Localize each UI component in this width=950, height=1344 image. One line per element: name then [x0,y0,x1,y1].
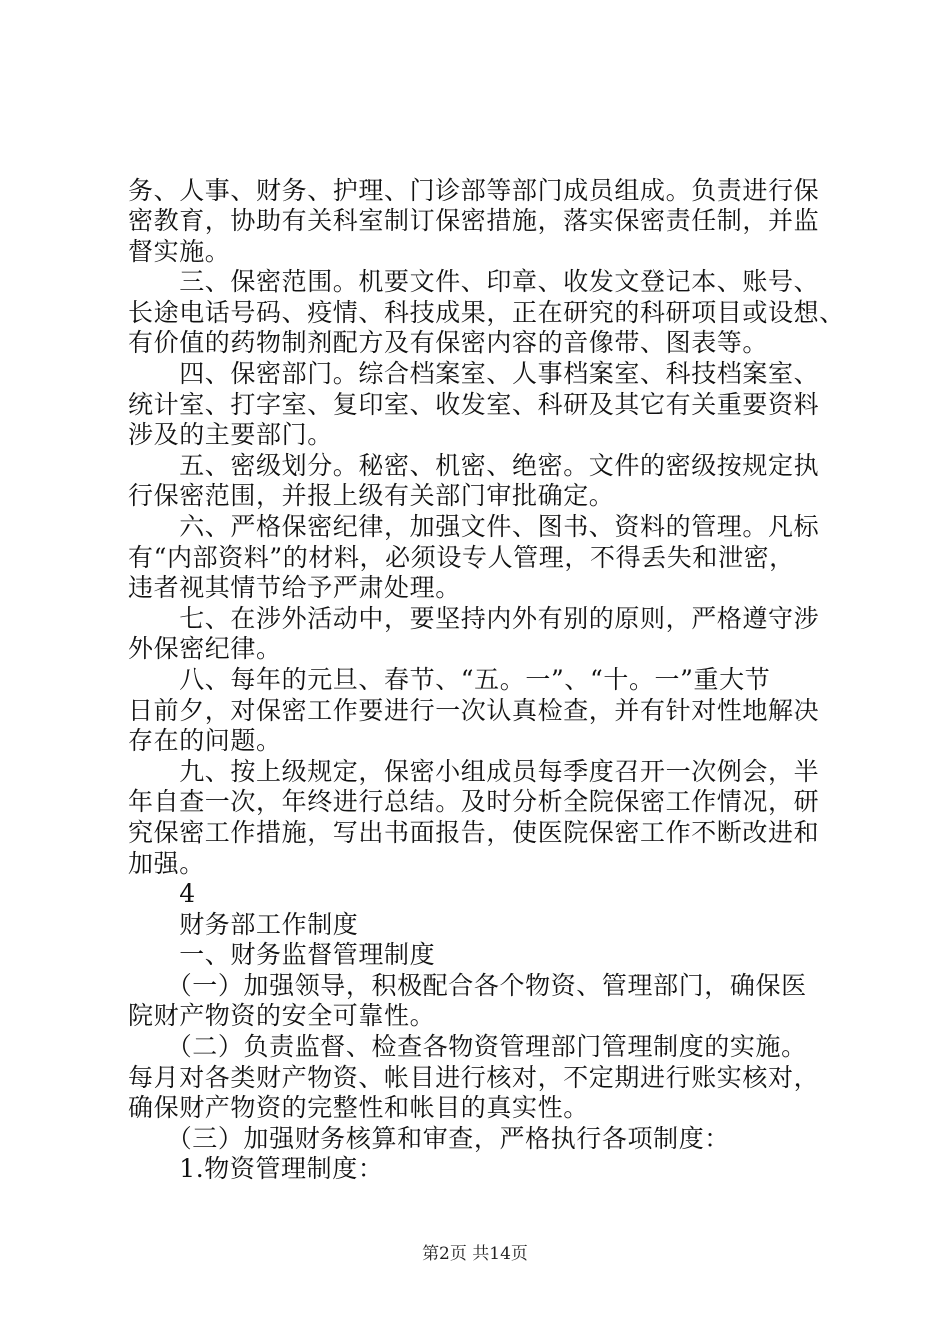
text-line: （二）负责监督、检查各物资管理部门管理制度的实施。 [128,1032,807,1061]
text-line: 六、严格保密纪律，加强文件、图书、资料的管理。凡标 [128,512,820,541]
text-line: 违者视其情节给予严肃处理。 [128,573,461,602]
text-line: 存在的问题。 [128,726,282,755]
text-line: 务、人事、财务、护理、门诊部等部门成员组成。负责进行保 [128,176,820,205]
text-line: 确保财产物资的完整性和帐目的真实性。 [128,1093,589,1122]
subsection-heading: 一、财务监督管理制度 [128,940,436,969]
text-line: 有价值的药物制剂配方及有保密内容的音像带、图表等。 [128,328,769,357]
text-line: 长途电话号码、疫情、科技成果，正在研究的科研项目或设想、 [128,298,845,327]
text-line: 三、保密范围。机要文件、印章、收发文登记本、账号、 [128,267,820,296]
text-line: 密教育，协助有关科室制订保密措施，落实保密责任制，并监 [128,206,820,235]
text-line: 九、按上级规定，保密小组成员每季度召开一次例会，半 [128,757,820,786]
text-line: 督实施。 [128,237,231,266]
text-line: 七、在涉外活动中，要坚持内外有别的原则，严格遵守涉 [128,604,820,633]
text-line: 加强。 [128,849,205,878]
text-line: 统计室、打字室、复印室、收发室、科研及其它有关重要资料 [128,390,820,419]
text-line: 年自查一次，年终进行总结。及时分析全院保密工作情况，研 [128,787,820,816]
text-line: 1.物资管理制度： [128,1154,384,1183]
text-line: 每月对各类财产物资、帐目进行核对，不定期进行账实核对， [128,1063,820,1092]
text-line: 究保密工作措施，写出书面报告，使医院保密工作不断改进和 [128,818,820,847]
text-line: 外保密纪律。 [128,634,282,663]
text-line: 八、每年的元旦、春节、“五。一”、“十。一”重大节 [128,665,771,694]
text-line: 四、保密部门。综合档案室、人事档案室、科技档案室、 [128,359,820,388]
text-line: 五、密级划分。秘密、机密、绝密。文件的密级按规定执 [128,451,820,480]
text-line: 有“内部资料”的材料，必须设专人管理，不得丢失和泄密， [128,543,795,572]
text-line: 日前夕，对保密工作要进行一次认真检查，并有针对性地解决 [128,696,820,725]
text-line: 院财产物资的安全可靠性。 [128,1001,436,1030]
text-line: 行保密范围，并报上级有关部门审批确定。 [128,481,615,510]
text-line: （一）加强领导，积极配合各个物资、管理部门，确保医 [128,971,807,1000]
page-number-footer: 第2页 共14页 [422,1244,528,1264]
section-heading: 财务部工作制度 [128,910,359,939]
text-line: 涉及的主要部门。 [128,420,333,449]
text-line: （三）加强财务核算和审查，严格执行各项制度： [128,1124,730,1153]
text-line: 4 [128,879,196,908]
